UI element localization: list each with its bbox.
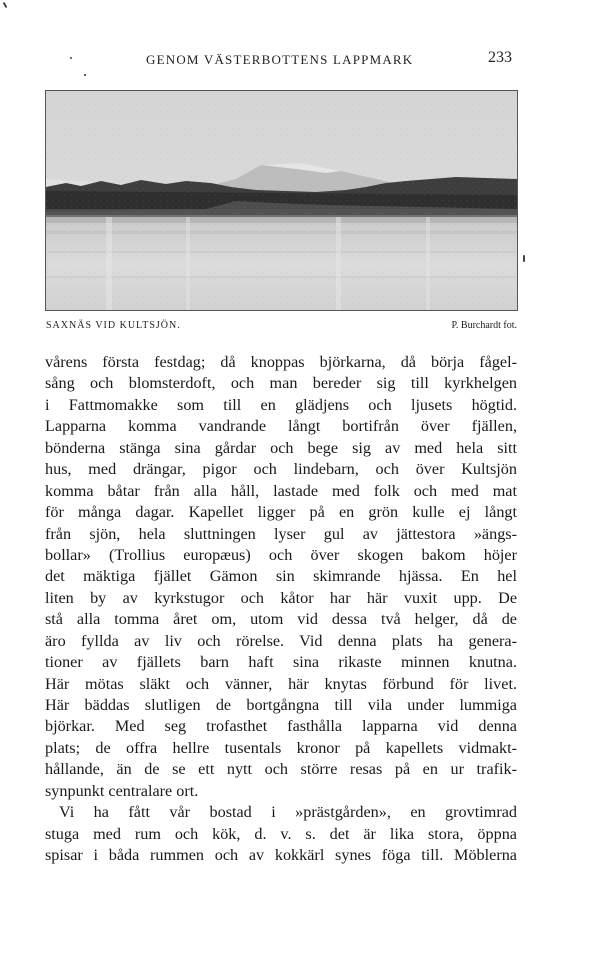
figure-caption [46, 320, 517, 336]
text-line: Här bäddas slutligen de bortgångna till vila under lummiga [45, 696, 517, 714]
running-head [46, 49, 516, 74]
text-line: för många dagar. Kapellet ligger på en grön kulle ej långt [45, 503, 517, 522]
text-line: liten by av kyrkstugor och kåtor har här vuxit upp. De [45, 588, 517, 607]
lake-mountain-photo [46, 91, 517, 310]
photo-credit: P. Burchardt fot. [451, 320, 517, 331]
text-line: Här mötas släkt och vänner, här knytas förbund för livet. [45, 674, 517, 693]
text-line: komma båtar från alla håll, lastade med folk och med mat [45, 481, 517, 500]
caption-title: SAXNÄS VID KULTSJÖN. [46, 320, 181, 331]
text-line: från sjön, hela sluttningen lyser gul av jättestora »ängs- [45, 524, 517, 543]
scan-speck [84, 74, 86, 76]
body-text [45, 352, 517, 867]
scan-speck [523, 255, 525, 262]
text-line: Lapparna komma vandrande långt bortifrån över fjällen, [45, 417, 517, 436]
text-line: vårens första festdag; då knoppas björkarna, då börja fågel- [45, 353, 517, 371]
text-line: hus, med drängar, pigor och lindebarn, och över Kultsjön [45, 460, 517, 479]
text-line: tioner av fjällets barn haft sina rikaste minnen knutna. [45, 653, 517, 672]
photo-plate [45, 90, 518, 311]
text-line: i Fattmomakke som till en glädjens och ljusets högtid. [45, 395, 517, 414]
text-line: synpunkt centralare ort. [45, 781, 199, 800]
running-title: GENOM VÄSTERBOTTENS LAPPMARK [146, 52, 414, 67]
page-number: 233 [488, 49, 512, 66]
text-line: stå alla tomma året om, utom vid dessa två helger, då de [45, 610, 517, 629]
text-line: bönderna stänga sina gårdar och bege sig av med hela sitt [45, 438, 517, 457]
text-line: bollar» (Trollius europæus) och över skogen bakom höjer [45, 545, 517, 564]
text-line: sång och blomsterdoft, och man bereder sig till kyrkhelgen [45, 374, 517, 393]
text-line: hållande, än de se ett nytt och större resas på en ur trafik- [45, 760, 517, 779]
scan-speck [3, 2, 8, 8]
text-line: det mäktiga fjället Gämon sin skimrande hjässa. En hel [45, 567, 517, 586]
text-line: spisar i båda rummen och av kokkärl synes föga till. Möblerna [45, 846, 517, 865]
text-line: äro fyllda av liv och rörelse. Vid denna plats ha genera- [45, 631, 517, 650]
text-line: björkar. Med seg trofasthet fasthålla lapparna vid denna [45, 717, 517, 736]
text-line: Vi ha fått vår bostad i »prästgården», en grovtimrad [59, 803, 517, 822]
scan-speck [70, 57, 72, 59]
text-line: stuga med rum och kök, d. v. s. det är lika stora, öppna [45, 824, 517, 843]
text-line: plats; de offra hellre tusentals kronor på kapellets vidmakt- [45, 738, 517, 757]
